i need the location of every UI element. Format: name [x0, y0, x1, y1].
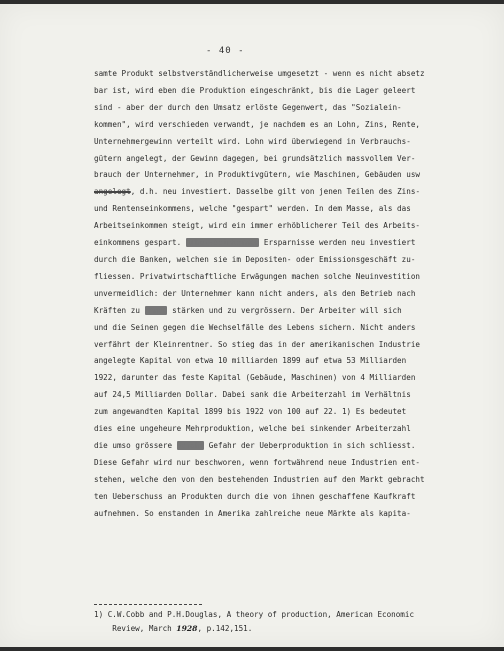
footnote-separator [94, 604, 202, 605]
crossed-out-word: ihnen [144, 305, 168, 315]
text-line: durch die Banken, welchen sie im Depositen- oder Emissionsgeschäft zu- [94, 254, 416, 264]
text-line: dies eine ungeheure Mehrproduktion, welche bei sinkender Arbeiterzahl [94, 424, 411, 434]
text-line: bar ist, wird eben die Produktion eingeschränkt, bis die Lager geleert [94, 85, 416, 95]
footnote-line-2-start: Review, March [94, 624, 177, 633]
text-segment: , d.h. neu investiert. Dasselbe gilt von jenen Teilen des Zins- [130, 187, 421, 197]
handwritten-year-correction: 1928 [176, 624, 198, 633]
text-line: aufnehmen. So enstanden in Amerika zahlreiche neue Märkte als kapita- [94, 508, 411, 518]
text-line: stehen, welche den von den bestehenden Industrien auf den Markt gebracht [94, 474, 425, 484]
text-line: samte Produkt selbstverständlicherweise umgesetzt - wenn es nicht absetz [94, 69, 425, 78]
scan-edge-bottom [0, 647, 504, 651]
text-segment: einkommens gespart. [94, 238, 186, 248]
text-line: auf 24,5 Milliarden Dollar. Dabei sank die Arbeiterzahl im Verhältnis [94, 390, 411, 400]
text-line [94, 438, 486, 455]
text-line: 1922, darunter das feste Kapital (Gebäude, Maschinen) von 4 Milliarden [94, 373, 416, 383]
text-line: gütern angelegt, der Gewinn dagegen, bei grundsätzlich massvollem Ver- [94, 153, 416, 163]
body-text [94, 66, 486, 522]
text-line: angelegte Kapital von etwa 10 milliarden 1899 auf etwa 53 Milliarden [94, 356, 407, 366]
text-segment: Gefahr der Ueberproduktion in sich schliesst. [204, 440, 416, 450]
text-line: kommen", wird verschieden verwandt, je nachdem es an Lohn, Zins, Rente, [94, 119, 421, 129]
text-line [94, 235, 486, 252]
text-line: ten Ueberschuss an Produkten durch die von ihnen geschaffene Kaufkraft [94, 491, 416, 501]
struck-through-word: angelegt [94, 187, 131, 197]
text-line: und die Seinen gegen die Wechselfälle des Lebens sichern. Nicht anders [94, 322, 416, 332]
footnote-line-1: 1) C.W.Cobb and P.H.Douglas, A theory of production, American Economic [94, 610, 415, 619]
text-segment: die umso grössere [94, 440, 177, 450]
text-line: fliessen. Privatwirtschaftliche Erwägungen machen solche Neuinvestition [94, 271, 421, 281]
footnote-line-2 [94, 622, 486, 636]
text-line [94, 303, 486, 320]
text-line: und Rentenseinkommens, welche "gespart" werden. In dem Masse, als das [94, 204, 411, 214]
footnote [94, 608, 486, 636]
text-line: verfährt der Kleinrentner. So stieg das in der amerikanischen Industrie [94, 339, 421, 349]
page-number: - 40 - [206, 46, 245, 56]
text-line [94, 184, 486, 201]
text-segment: Ersparnisse werden neu investiert [259, 238, 416, 248]
text-line: Unternehmergewinn verteilt wird. Lohn wird überwiegend in Verbrauchs- [94, 136, 411, 146]
text-line: brauch der Unternehmer, in Produktivgütern, wie Maschinen, Gebäuden usw [94, 170, 421, 180]
text-line: sind - aber der durch den Umsatz erlöste Gegenwert, das "Sozialein- [94, 102, 402, 112]
text-line: Arbeitseinkommen steigt, wird ein immer erhöblicherer Teil des Arbeits- [94, 221, 421, 231]
text-line: unvermeidlich: der Unternehmer kann nicht anders, als den Betrieb nach [94, 288, 416, 298]
text-line: Diese Gefahr wird nur beschworen, wenn fortwährend neue Industrien ent- [94, 457, 421, 467]
crossed-out-word: Arbeitseinkommen [185, 238, 260, 248]
footnote-line-2-end: , p.142,151. [197, 624, 253, 633]
crossed-out-word: Gefahr [176, 440, 205, 450]
text-segment: stärken und zu vergrössern. Der Arbeiter will sich [167, 305, 402, 315]
text-segment: Kräften zu [94, 305, 145, 315]
text-line: zum angewandten Kapital 1899 bis 1922 von 100 auf 22. 1) Es bedeutet [94, 407, 407, 417]
